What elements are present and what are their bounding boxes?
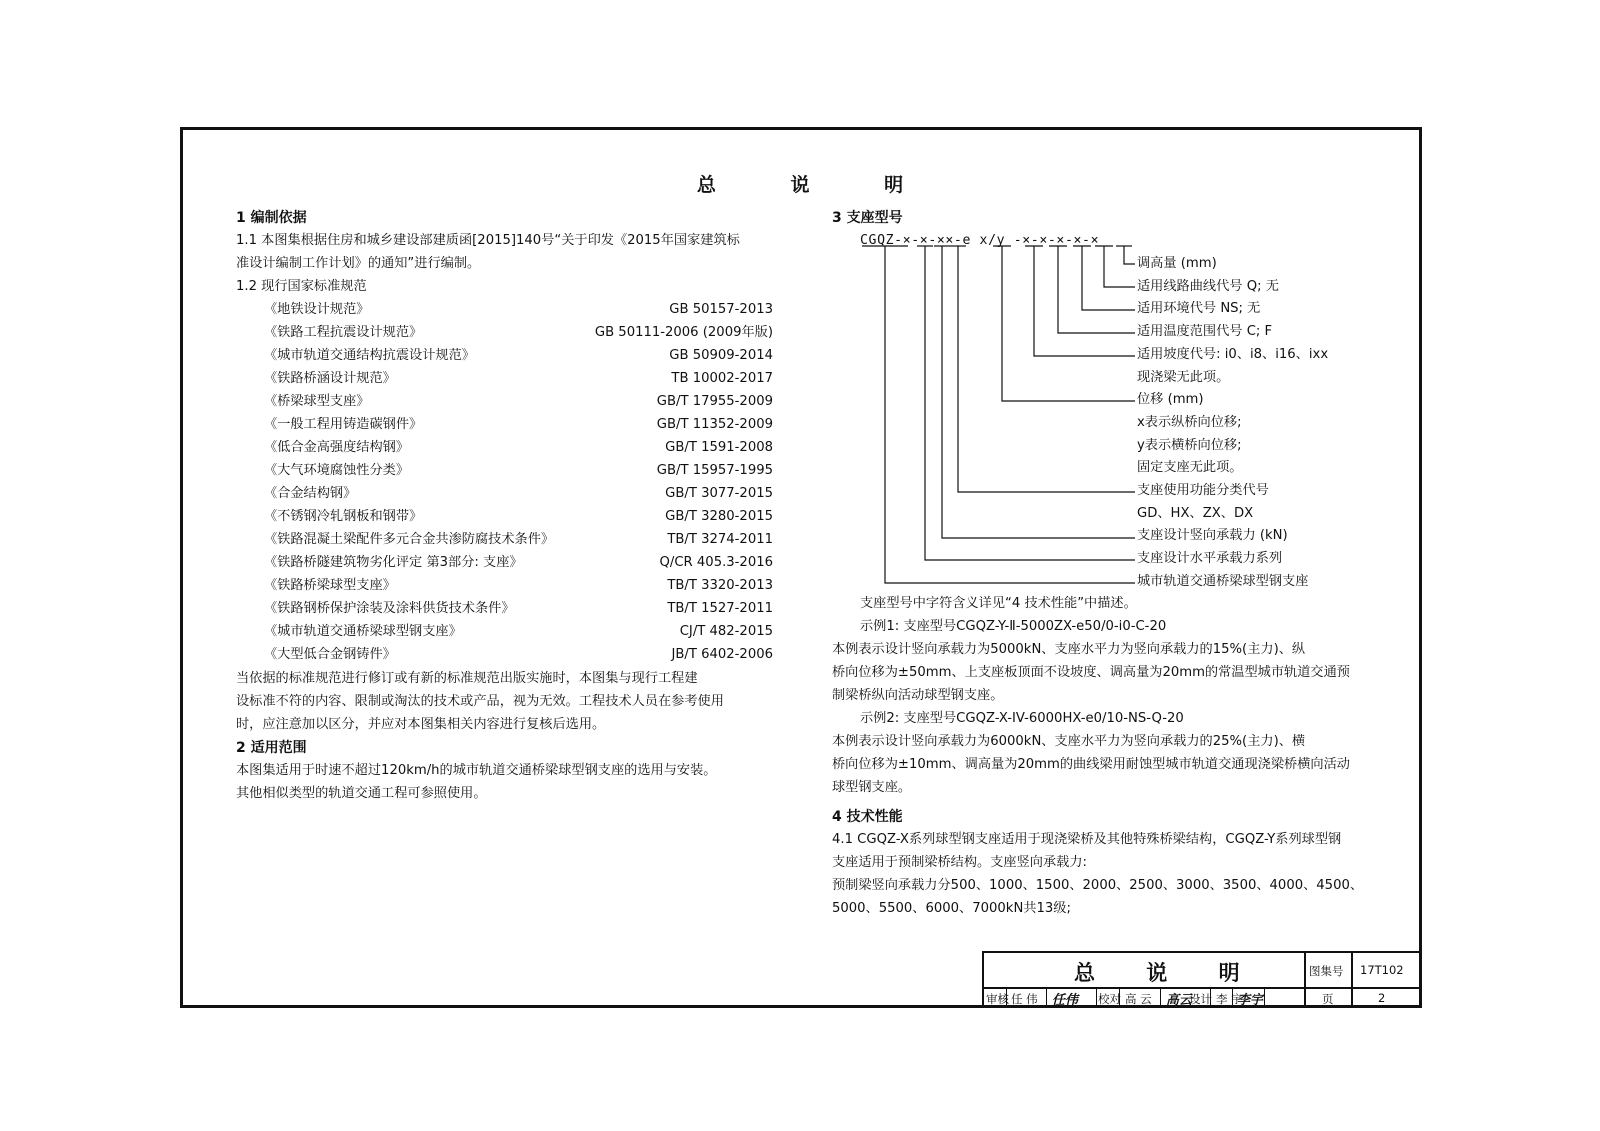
standard-name: 《铁路桥涵设计规范》 (264, 371, 396, 386)
standard-code: JB/T 6402-2006 (671, 647, 773, 662)
model-code-label: 支座使用功能分类代号 (1137, 483, 1269, 498)
standard-code: GB/T 11352-2009 (656, 417, 773, 432)
model-code-label: 支座设计竖向承载力 (kN) (1137, 528, 1288, 544)
standard-code: TB/T 1527-2011 (667, 601, 773, 616)
standard-name: 《桥梁球型支座》 (264, 394, 370, 409)
section4-heading: 4 技术性能 (832, 809, 903, 825)
standard-code: GB 50909-2014 (669, 348, 773, 363)
title-block (982, 951, 1422, 1008)
standard-name: 《地铁设计规范》 (264, 302, 370, 317)
model-code-label: 现浇梁无此项。 (1137, 369, 1230, 385)
standard-code: GB/T 15957-1995 (656, 463, 773, 478)
standard-name: 《铁路钢桥保护涂装及涂料供货技术条件》 (264, 601, 515, 616)
standard-code: TB/T 3274-2011 (667, 532, 773, 547)
example-line: 支座型号中字符含义详见“4 技术性能”中描述。 (860, 596, 1137, 611)
standard-code: GB/T 17955-2009 (656, 394, 773, 409)
example-line: 示例2: 支座型号CGQZ-X-IV-6000HX-e0/10-NS-Q-20 (860, 711, 1184, 726)
section1-para-line: 准设计编制工作计划》的通知”进行编制。 (236, 256, 481, 271)
standard-code: GB/T 3280-2015 (665, 509, 773, 524)
standard-name: 《不锈钢冷轧钢板和钢带》 (264, 509, 423, 524)
review-signature: 任伟 (1052, 993, 1079, 1008)
standard-code: GB/T 1591-2008 (665, 440, 773, 455)
note-line: 设标准不符的内容、限制或淘汰的技术或产品，视为无效。工程技术人员在参考使用 (236, 694, 724, 709)
model-code-label: 适用线路曲线代号 Q; 无 (1137, 278, 1279, 294)
check-signature: 高云 (1166, 993, 1193, 1008)
standard-name: 《铁路桥隧建筑物劣化评定 第3部分: 支座》 (264, 555, 523, 570)
section4-line: 预制梁竖向承载力分500、1000、1500、2000、2500、3000、3500、4000、4500、 (832, 878, 1364, 893)
section2-line: 其他相似类型的轨道交通工程可参照使用。 (236, 786, 487, 801)
standard-name: 《城市轨道交通结构抗震设计规范》 (264, 348, 475, 363)
model-code-label: y表示横桥向位移; (1137, 437, 1242, 453)
example-line: 本例表示设计竖向承载力为6000kN、支座水平力为竖向承载力的25%(主力)、横 (832, 734, 1306, 749)
standard-code: GB/T 3077-2015 (665, 486, 773, 501)
example-line: 示例1: 支座型号CGQZ-Y-Ⅱ-5000ZX-e50/0-i0-C-20 (860, 619, 1167, 634)
model-code-label: 位移 (mm) (1137, 392, 1204, 408)
section3-heading: 3 支座型号 (832, 210, 903, 226)
section4-line: 支座适用于预制梁桥结构。支座竖向承载力: (832, 855, 1088, 870)
model-code-label: 适用温度范围代号 C; F (1137, 324, 1273, 340)
standard-name: 《城市轨道交通桥梁球型钢支座》 (264, 624, 462, 639)
standard-code: GB 50111-2006 (2009年版) (594, 325, 773, 340)
standard-name: 《大型低合金钢铸件》 (264, 647, 396, 662)
standard-name: 《一般工程用铸造碳钢件》 (264, 417, 423, 432)
model-code-label: GD、HX、ZX、DX (1137, 505, 1254, 521)
atlas-number: 17T102 (1360, 963, 1404, 977)
example-line: 本例表示设计竖向承载力为5000kN、支座水平力为竖向承载力的15%(主力)、纵 (832, 642, 1306, 657)
standard-name: 《低合金高强度结构钢》 (264, 440, 410, 455)
title-block-title: 总 说 明 (1074, 961, 1262, 985)
standard-name: 《铁路混凝土梁配件多元合金共渗防腐技术条件》 (264, 532, 555, 547)
standard-code: GB 50157-2013 (669, 302, 773, 317)
model-code-label: 适用坡度代号: i0、i8、i16、ixx (1137, 346, 1329, 362)
note-line: 时，应注意加以区分，并应对本图集相关内容进行复核后选用。 (236, 717, 606, 732)
section1-sub-heading: 1.2 现行国家标准规范 (236, 279, 367, 294)
model-code: CGQZ-×-×-××-e x/y -×-×-×-×-× (860, 233, 1100, 248)
page-label: 页 (1322, 992, 1334, 1006)
design-label: 设计 (1189, 992, 1212, 1006)
design-name: 李 宇 (1216, 992, 1243, 1006)
model-code-label: 调高量 (mm) (1137, 256, 1217, 271)
check-name: 高 云 (1125, 992, 1152, 1006)
atlas-number-label: 图集号 (1309, 964, 1344, 978)
page-title: 总 说 明 (696, 174, 938, 196)
section1-para-line: 1.1 本图集根据住房和城乡建设部建质函[2015]140号“关于印发《2015年国家建筑标 (236, 233, 740, 248)
model-code-label: 固定支座无此项。 (1137, 460, 1243, 476)
page-number: 2 (1378, 991, 1386, 1005)
example-line: 球型钢支座。 (832, 780, 912, 795)
check-label: 校对 (1098, 992, 1121, 1006)
standard-code: TB 10002-2017 (671, 371, 773, 386)
model-code-label: x表示纵桥向位移; (1137, 414, 1242, 430)
standard-code: TB/T 3320-2013 (667, 578, 773, 593)
review-name: 任 伟 (1011, 992, 1038, 1006)
model-code-label: 适用环境代号 NS; 无 (1137, 301, 1261, 317)
note-line: 当依据的标准规范进行修订或有新的标准规范出版实施时，本图集与现行工程建 (236, 671, 698, 686)
model-code-label: 支座设计水平承载力系列 (1137, 551, 1283, 567)
section4-line: 5000、5500、6000、7000kN共13级; (832, 901, 1071, 916)
standard-name: 《铁路工程抗震设计规范》 (264, 325, 423, 340)
example-line: 制梁桥纵向活动球型钢支座。 (832, 688, 1004, 703)
example-line: 桥向位移为±50mm、上支座板顶面不设坡度、调高量为20mm的常温型城市轨道交通预 (832, 665, 1350, 680)
section2-line: 本图集适用于时速不超过120km/h的城市轨道交通桥梁球型钢支座的选用与安装。 (236, 763, 717, 778)
example-line: 桥向位移为±10mm、调高量为20mm的曲线梁用耐蚀型城市轨道交通现浇梁桥横向活动 (832, 757, 1350, 772)
standard-code: CJ/T 482-2015 (679, 624, 773, 639)
section1-heading: 1 编制依据 (236, 210, 307, 226)
standard-name: 《大气环境腐蚀性分类》 (264, 463, 410, 478)
standard-code: Q/CR 405.3-2016 (659, 555, 773, 570)
review-label: 审核 (986, 992, 1009, 1006)
standard-name: 《合金结构钢》 (264, 486, 357, 501)
section4-line: 4.1 CGQZ-X系列球型钢支座适用于现浇梁桥及其他特殊桥梁结构，CGQZ-Y系列球型钢 (832, 832, 1342, 847)
standard-name: 《铁路桥梁球型支座》 (264, 578, 396, 593)
section2-heading: 2 适用范围 (236, 740, 307, 756)
design-signature: 李宇 (1237, 993, 1264, 1008)
model-code-label: 城市轨道交通桥梁球型钢支座 (1137, 573, 1309, 589)
